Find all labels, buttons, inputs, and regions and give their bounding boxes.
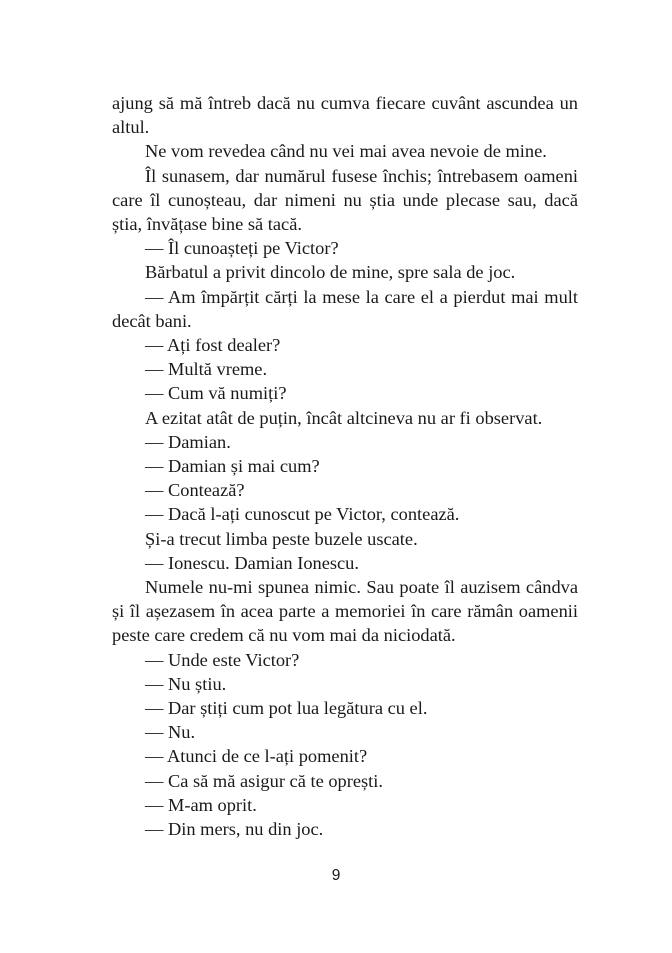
paragraph: A ezitat atât de puțin, încât altcineva nu ar fi observat. bbox=[145, 407, 543, 428]
dialogue-line: — Ionescu. Damian Ionescu. bbox=[145, 552, 359, 573]
dialogue-line: — Nu știu. bbox=[145, 673, 227, 694]
paragraph: Și-a trecut limba peste buzele uscate. bbox=[145, 528, 418, 549]
dialogue-line: — Din mers, nu din joc. bbox=[145, 819, 324, 840]
dialogue-line: — Am împărțit cărți la mese la care el a pierdut mai mult decât bani. bbox=[112, 286, 578, 331]
dialogue-line: — Damian și mai cum? bbox=[145, 456, 320, 477]
paragraph: Bărbatul a privit dincolo de mine, spre sala de joc. bbox=[145, 262, 516, 283]
paragraph: Numele nu-mi spunea nimic. Sau poate îl auzisem cândva și îl așezasem în acea parte a memoriei în care rămân oamenii peste care credem că nu vom mai da niciodată. bbox=[112, 577, 578, 646]
dialogue-line: — Dar știți cum pot lua legătura cu el. bbox=[145, 698, 428, 719]
dialogue-line: — Nu. bbox=[145, 722, 196, 743]
body-text bbox=[112, 91, 578, 841]
dialogue-line: — Cum vă numiți? bbox=[145, 383, 287, 404]
dialogue-line: — Damian. bbox=[145, 431, 231, 452]
paragraph: Îl sunasem, dar numărul fusese închis; întrebasem oameni care îl cunoșteau, dar nimeni nu știa unde plecase sau, dacă știa, învățase bine să tacă. bbox=[112, 165, 578, 235]
dialogue-line: — Atunci de ce l-ați pomenit? bbox=[145, 746, 368, 767]
dialogue-line: — Unde este Victor? bbox=[145, 649, 300, 670]
dialogue-line: — Îl cunoașteți pe Victor? bbox=[145, 238, 339, 259]
dialogue-line: — M-am oprit. bbox=[145, 794, 257, 815]
page-number: 9 bbox=[331, 867, 341, 884]
dialogue-line: — Ați fost dealer? bbox=[145, 335, 281, 356]
paragraph: ajung să mă întreb dacă nu cumva fiecare cuvânt ascundea un altul. bbox=[112, 93, 578, 138]
dialogue-line: — Dacă l-ați cunoscut pe Victor, contează. bbox=[145, 504, 460, 525]
dialogue-line: — Contează? bbox=[145, 480, 245, 501]
dialogue-line: — Multă vreme. bbox=[145, 359, 268, 380]
dialogue-line: — Ca să mă asigur că te oprești. bbox=[145, 770, 383, 791]
paragraph: Ne vom revedea când nu vei mai avea nevoie de mine. bbox=[145, 141, 547, 162]
